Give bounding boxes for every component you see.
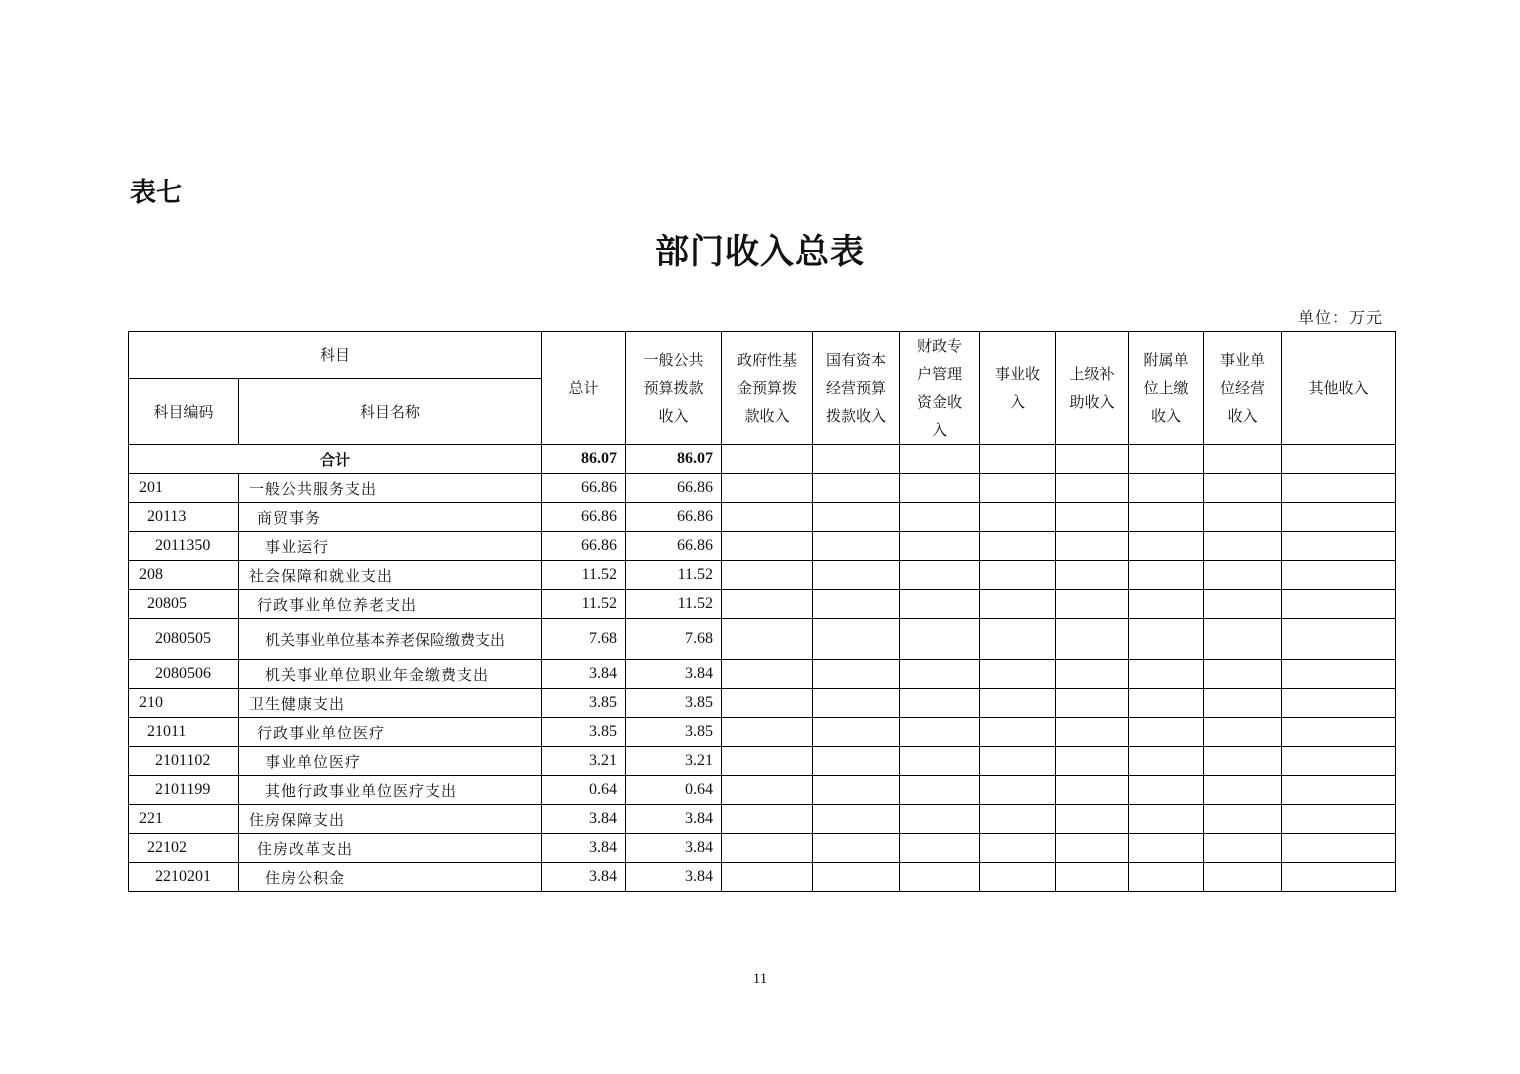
page-number: 11 bbox=[752, 971, 768, 987]
row-name: 机关事业单位职业年金缴费支出 bbox=[239, 660, 542, 689]
table-row bbox=[129, 776, 1396, 805]
income-table bbox=[128, 331, 1396, 892]
row-total: 3.85 bbox=[542, 689, 626, 718]
row-total: 66.86 bbox=[542, 503, 626, 532]
row-total: 3.84 bbox=[542, 863, 626, 892]
row-general: 3.84 bbox=[626, 863, 722, 892]
row-name: 住房保障支出 bbox=[239, 805, 542, 834]
table-row bbox=[129, 834, 1396, 863]
row-general: 0.64 bbox=[626, 776, 722, 805]
table-row bbox=[129, 561, 1396, 590]
row-code: 2101102 bbox=[129, 747, 239, 776]
total-row bbox=[129, 445, 1396, 474]
row-general: 66.86 bbox=[626, 474, 722, 503]
header-fiscal-account: 财政专户管理资金收入 bbox=[900, 332, 980, 445]
table-row bbox=[129, 532, 1396, 561]
row-name: 其他行政事业单位医疗支出 bbox=[239, 776, 542, 805]
row-total: 66.86 bbox=[542, 474, 626, 503]
row-total: 11.52 bbox=[542, 590, 626, 619]
total-sum: 86.07 bbox=[542, 445, 626, 474]
row-code: 21011 bbox=[129, 718, 239, 747]
row-name: 社会保障和就业支出 bbox=[239, 561, 542, 590]
row-total: 11.52 bbox=[542, 561, 626, 590]
row-general: 3.21 bbox=[626, 747, 722, 776]
header-row-1 bbox=[129, 332, 1396, 379]
row-name: 一般公共服务支出 bbox=[239, 474, 542, 503]
total-general: 86.07 bbox=[626, 445, 722, 474]
row-code: 2101199 bbox=[129, 776, 239, 805]
row-total: 3.85 bbox=[542, 718, 626, 747]
header-business-income: 事业收入 bbox=[980, 332, 1056, 445]
row-code: 2210201 bbox=[129, 863, 239, 892]
row-code: 201 bbox=[129, 474, 239, 503]
row-general: 11.52 bbox=[626, 561, 722, 590]
row-name: 商贸事务 bbox=[239, 503, 542, 532]
row-name: 事业运行 bbox=[239, 532, 542, 561]
row-total: 0.64 bbox=[542, 776, 626, 805]
row-name: 卫生健康支出 bbox=[239, 689, 542, 718]
row-code: 210 bbox=[129, 689, 239, 718]
header-superior-subsidy: 上级补助收入 bbox=[1056, 332, 1129, 445]
row-general: 3.84 bbox=[626, 805, 722, 834]
row-code: 2080506 bbox=[129, 660, 239, 689]
row-general: 66.86 bbox=[626, 503, 722, 532]
row-general: 66.86 bbox=[626, 532, 722, 561]
table-row bbox=[129, 474, 1396, 503]
row-total: 3.84 bbox=[542, 805, 626, 834]
table-row bbox=[129, 863, 1396, 892]
total-label: 合计 bbox=[129, 445, 542, 474]
row-code: 221 bbox=[129, 805, 239, 834]
row-name: 事业单位医疗 bbox=[239, 747, 542, 776]
row-code: 208 bbox=[129, 561, 239, 590]
row-code: 20805 bbox=[129, 590, 239, 619]
header-total: 总计 bbox=[542, 332, 626, 445]
row-code: 22102 bbox=[129, 834, 239, 863]
row-name: 机关事业单位基本养老保险缴费支出 bbox=[239, 619, 542, 660]
header-affiliated-income: 附属单位上缴收入 bbox=[1129, 332, 1204, 445]
row-general: 3.85 bbox=[626, 718, 722, 747]
table-row bbox=[129, 619, 1396, 660]
row-general: 11.52 bbox=[626, 590, 722, 619]
row-general: 3.85 bbox=[626, 689, 722, 718]
header-general-budget: 一般公共预算拨款收入 bbox=[626, 332, 722, 445]
row-code: 2011350 bbox=[129, 532, 239, 561]
row-total: 3.84 bbox=[542, 834, 626, 863]
table-row bbox=[129, 503, 1396, 532]
header-gov-fund: 政府性基金预算拨款收入 bbox=[722, 332, 813, 445]
header-other-income: 其他收入 bbox=[1282, 332, 1396, 445]
header-business-operation: 事业单位经营收入 bbox=[1204, 332, 1282, 445]
row-total: 66.86 bbox=[542, 532, 626, 561]
row-name: 住房公积金 bbox=[239, 863, 542, 892]
header-subject: 科目 bbox=[129, 332, 542, 379]
table-row bbox=[129, 805, 1396, 834]
row-code: 20113 bbox=[129, 503, 239, 532]
table-row bbox=[129, 660, 1396, 689]
row-total: 3.84 bbox=[542, 660, 626, 689]
page-title: 部门收入总表 bbox=[655, 232, 865, 272]
row-total: 3.21 bbox=[542, 747, 626, 776]
row-code: 2080505 bbox=[129, 619, 239, 660]
header-name: 科目名称 bbox=[239, 379, 542, 445]
row-name: 行政事业单位医疗 bbox=[239, 718, 542, 747]
row-general: 3.84 bbox=[626, 660, 722, 689]
row-name: 行政事业单位养老支出 bbox=[239, 590, 542, 619]
row-general: 7.68 bbox=[626, 619, 722, 660]
table-row bbox=[129, 590, 1396, 619]
row-general: 3.84 bbox=[626, 834, 722, 863]
header-state-capital: 国有资本经营预算拨款收入 bbox=[813, 332, 900, 445]
unit-label: 单位：万元 bbox=[1297, 308, 1383, 327]
row-total: 7.68 bbox=[542, 619, 626, 660]
table-label: 表七 bbox=[130, 178, 183, 208]
row-name: 住房改革支出 bbox=[239, 834, 542, 863]
header-code: 科目编码 bbox=[129, 379, 239, 445]
table-row bbox=[129, 747, 1396, 776]
table-row bbox=[129, 718, 1396, 747]
table-row bbox=[129, 689, 1396, 718]
